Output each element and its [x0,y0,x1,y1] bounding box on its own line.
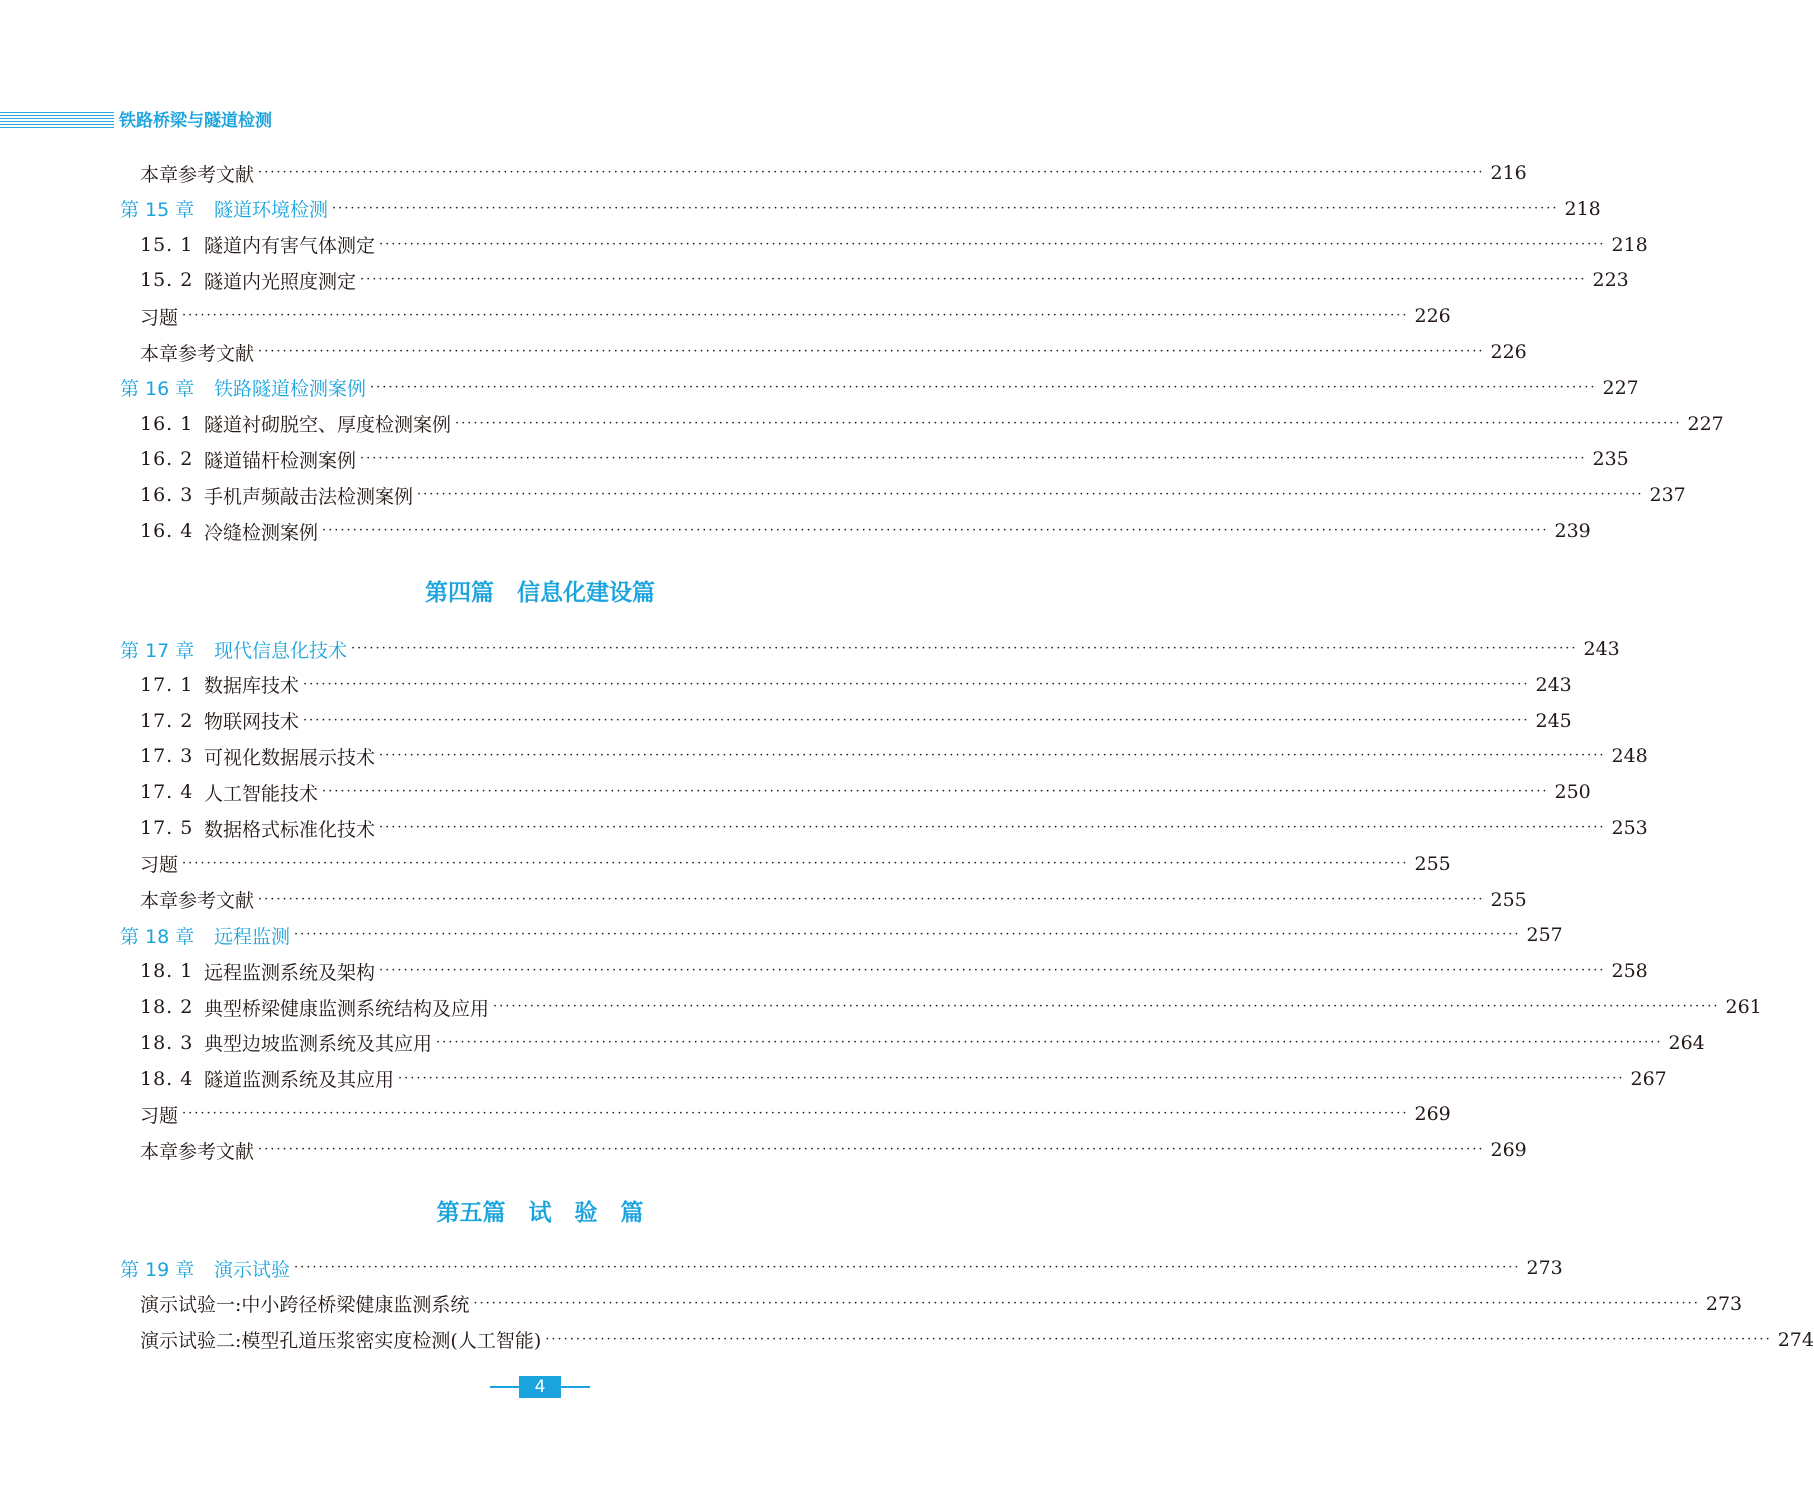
entry-title-group [140,1290,469,1317]
dot-leader: ········································································································································································································ [379,748,1606,764]
toc-section-entry [140,516,1591,546]
entry-title-group [120,922,290,949]
dot-leader: ········································································································································································································ [322,784,1549,800]
page-reference: 267 [1630,1067,1667,1090]
page-reference: 226 [1414,305,1451,328]
section-title: 物联网技术 [204,711,300,734]
section-title: 人工智能技术 [204,782,319,805]
section-number: 16. 3 [140,484,194,507]
section-number: 18. 4 [140,1067,194,1090]
page-reference: 257 [1526,924,1563,947]
section-title: 典型桥梁健康监测系统结构及应用 [204,997,490,1020]
page-reference: 269 [1490,1139,1527,1162]
part-title: 第五篇 试 验 篇 [436,1199,644,1226]
chapter-title: 演示试验 [214,1258,291,1281]
toc-entry [140,885,1527,915]
chapter-number: 第 17 章 [120,639,195,662]
section-number: 15. 2 [140,269,194,292]
toc-entry [140,1135,1527,1165]
dot-leader: ········································································································································································································ [258,344,1485,359]
dot-leader: ········································································································································································································ [322,523,1549,538]
section-number: 17. 2 [140,709,194,732]
page-reference: 273 [1526,1257,1563,1279]
chapter-title: 铁路隧道检测案例 [214,378,367,401]
part-title: 第四篇 信息化建设篇 [425,579,655,606]
page-reference: 250 [1554,781,1591,804]
page-reference: 223 [1592,269,1629,292]
entry-title-group [140,231,375,258]
chapter-number: 第 18 章 [120,925,195,948]
page-reference: 269 [1414,1103,1451,1126]
entry-title-group [120,636,347,663]
page-number-footer [0,1376,1080,1398]
entry-title: 习题 [140,1104,179,1127]
toc-chapter-entry [120,373,1639,403]
footer-rule-left [490,1386,519,1388]
page-reference: 273 [1705,1292,1743,1315]
entry-title-group [140,994,489,1021]
dot-leader: ········································································································································································································ [303,676,1530,692]
toc-chapter-entry [120,634,1620,664]
section-number: 18. 1 [140,960,194,983]
toc-entry [140,1099,1451,1129]
dot-leader: ········································································································································································································ [360,451,1587,467]
page-reference: 253 [1611,817,1648,839]
section-title: 远程监测系统及架构 [204,961,376,984]
entry-title-group [120,1255,290,1282]
section-title: 隧道锚杆检测案例 [204,449,357,472]
entry-title: 本章参考文献 [140,1140,255,1163]
entry-title-group [140,886,254,913]
section-title: 手机声频敲击法检测案例 [204,485,414,508]
entry-title-group [140,339,254,366]
section-title: 隧道内有害气体测定 [204,235,376,258]
toc-section-entry [140,813,1648,843]
entry-title-group [140,160,254,187]
toc-chapter-entry [120,920,1563,950]
entry-title: 演示试验二:模型孔道压浆密实度检测(人工智能) [140,1330,542,1353]
entry-title-group [140,743,375,770]
entry-title: 习题 [140,306,179,329]
section-number: 17. 4 [140,781,194,804]
section-title: 隧道内光照度测定 [204,270,357,293]
toc-section-entry [140,741,1648,771]
toc-section-entry [140,777,1591,807]
entry-title-group [140,1065,394,1092]
entry-title-group [140,779,318,806]
toc-chapter-entry [120,194,1601,224]
dot-leader: ········································································································································································································ [258,1142,1485,1158]
page-reference: 239 [1554,520,1591,542]
dot-leader: ········································································································································································································ [370,379,1597,395]
page-reference: 227 [1687,412,1724,435]
dot-leader: ········································································································································································································ [182,308,1409,324]
page-reference: 227 [1602,376,1639,399]
chapter-title: 远程监测 [214,925,291,948]
section-title: 数据格式标准化技术 [204,818,376,841]
dot-leader: ········································································································································································································ [351,641,1578,656]
book-title: 铁路桥梁与隧道检测 [119,111,272,131]
toc-section-entry [140,1064,1667,1094]
chapter-number: 第 15 章 [120,199,195,222]
section-number: 18. 3 [140,1031,194,1054]
section-number: 16. 2 [140,448,194,471]
toc-entry [140,337,1527,367]
page-reference: 218 [1564,197,1601,220]
dot-leader: ········································································································································································································ [493,999,1720,1014]
entry-title-group [140,707,299,734]
section-number: 18. 2 [140,996,194,1018]
toc-entry [140,158,1527,188]
dot-leader: ········································································································································································································ [545,1331,1772,1347]
page-reference: 243 [1583,638,1620,660]
page-reference: 248 [1611,745,1648,768]
dot-leader: ········································································································································································································ [436,1034,1663,1050]
dot-leader: ········································································································································································································ [473,1295,1700,1311]
entry-title-group [140,518,318,545]
entry-title: 习题 [140,854,179,877]
chapter-number: 第 19 章 [120,1258,195,1281]
toc-entry [140,301,1451,331]
entry-title: 本章参考文献 [140,163,255,186]
entry-title-group [140,815,375,842]
entry-title: 本章参考文献 [140,342,255,365]
dot-leader: ········································································································································································································ [455,415,1682,431]
dot-leader: ········································································································································································································ [398,1070,1625,1086]
toc-section-entry [140,706,1572,736]
section-title: 数据库技术 [204,675,300,698]
entry-title-group [140,1326,541,1353]
entry-title-group [140,1101,178,1128]
dot-leader: ········································································································································································································ [379,820,1606,835]
section-title: 隧道监测系统及其应用 [204,1069,395,1092]
entry-title-group [140,482,413,509]
entry-title-group [140,1029,432,1056]
dot-leader: ········································································································································································································ [360,272,1587,288]
dot-leader: ········································································································································································································ [379,236,1606,252]
dot-leader: ········································································································································································································ [182,1106,1409,1122]
dot-leader: ········································································································································································································ [258,891,1485,907]
toc-entry [140,849,1451,879]
section-number: 17. 3 [140,745,194,768]
toc-section-entry [140,230,1648,260]
chapter-number: 第 16 章 [120,378,195,401]
footer-rule-right [561,1386,590,1388]
page-reference: 245 [1535,709,1572,732]
toc-section-entry [140,480,1686,510]
toc-section-entry [140,956,1648,986]
dot-leader: ········································································································································································································ [303,712,1530,728]
toc-entry [140,1325,1814,1355]
dot-leader: ········································································································································································································ [258,165,1485,180]
entry-title: 本章参考文献 [140,890,255,913]
section-title: 典型边坡监测系统及其应用 [204,1033,433,1056]
chapter-title: 现代信息化技术 [214,639,348,662]
entry-title-group [140,303,178,330]
dot-leader: ········································································································································································································ [294,927,1521,943]
entry-title-group [140,446,356,473]
chapter-title: 隧道环境检测 [214,199,329,222]
section-number: 16. 4 [140,520,194,542]
entry-title-group [140,958,375,985]
section-number: 17. 5 [140,817,194,839]
page-reference: 243 [1535,673,1572,696]
toc-section-entry [140,670,1572,700]
page-reference: 218 [1611,233,1648,256]
entry-title-group [140,410,451,437]
section-number: 15. 1 [140,233,194,256]
entry-title: 演示试验一:中小跨径桥梁健康监测系统 [140,1294,470,1317]
dot-leader: ········································································································································································································ [294,1260,1521,1275]
page-reference: 261 [1725,996,1762,1018]
page-reference: 226 [1490,341,1527,363]
entry-title-group [140,671,299,698]
toc-chapter-entry [120,1253,1563,1283]
toc-entry [140,1289,1743,1319]
page-reference: 216 [1490,162,1527,184]
toc-section-entry [140,444,1629,474]
dot-leader: ········································································································································································································ [182,855,1409,871]
section-title: 可视化数据展示技术 [204,746,376,769]
section-number: 16. 1 [140,412,194,435]
toc-section-entry [140,992,1762,1022]
page-reference: 255 [1414,852,1451,875]
entry-title-group [140,850,178,877]
section-title: 冷缝检测案例 [204,521,319,544]
page-reference: 235 [1592,448,1629,471]
running-header [0,108,400,134]
dot-leader: ········································································································································································································ [332,200,1559,216]
dot-leader: ········································································································································································································ [417,487,1644,503]
page-number: 4 [519,1376,561,1398]
page-reference: 237 [1649,484,1686,507]
toc-section-entry [140,265,1629,295]
section-number: 17. 1 [140,673,194,696]
entry-title-group [140,1137,254,1164]
page-reference: 274 [1777,1328,1814,1351]
toc-section-entry [140,409,1724,439]
page-reference: 264 [1668,1031,1705,1054]
toc-section-entry [140,1028,1705,1058]
page-reference: 255 [1490,888,1527,911]
entry-title-group [140,267,356,294]
entry-title-group [120,374,366,401]
header-stripe-decoration [0,112,114,130]
page-reference: 258 [1611,960,1648,983]
section-title: 隧道衬砌脱空、厚度检测案例 [204,414,452,437]
dot-leader: ········································································································································································································ [379,963,1606,979]
entry-title-group [120,195,328,222]
